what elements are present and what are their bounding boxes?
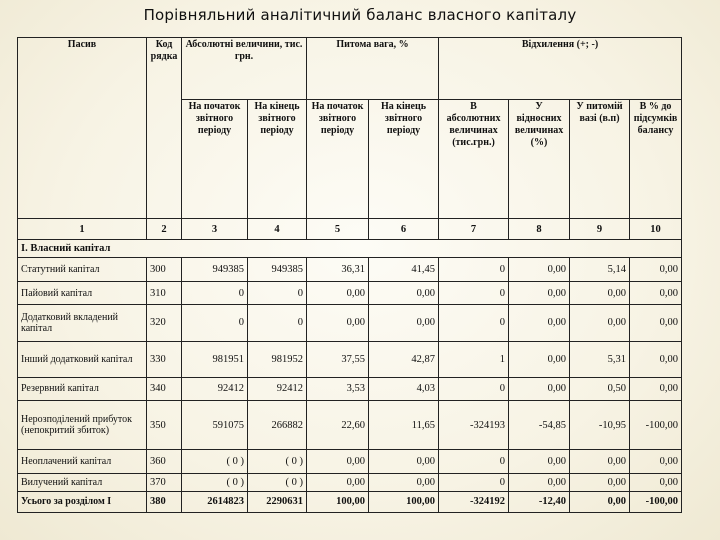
header-deviation: Відхилення (+; -) bbox=[439, 38, 682, 100]
row-value-c4: ( 0 ) bbox=[248, 450, 307, 473]
row-name: Статутний капітал bbox=[18, 258, 147, 281]
row-value-c8: -54,85 bbox=[509, 401, 570, 450]
row-name: Неоплачений капітал bbox=[18, 450, 147, 473]
total-value-c7: -324192 bbox=[439, 491, 509, 512]
row-value-c4: 981952 bbox=[248, 341, 307, 377]
row-value-c3: 949385 bbox=[182, 258, 248, 281]
col-number: 2 bbox=[147, 219, 182, 240]
row-value-c6: 0,00 bbox=[369, 305, 439, 341]
row-value-c10: 0,00 bbox=[630, 341, 682, 377]
total-value-c8: -12,40 bbox=[509, 491, 570, 512]
total-value-c10: -100,00 bbox=[630, 491, 682, 512]
header-share-end: На кінець звітного періоду bbox=[369, 99, 439, 218]
row-value-c9: 5,14 bbox=[570, 258, 630, 281]
row-value-c3: ( 0 ) bbox=[182, 450, 248, 473]
row-value-c6: 42,87 bbox=[369, 341, 439, 377]
header-code: Код рядка bbox=[147, 38, 182, 219]
row-value-c4: 0 bbox=[248, 305, 307, 341]
row-value-c9: 0,00 bbox=[570, 305, 630, 341]
header-dev-abs: В абсолютних величинах (тис.грн.) bbox=[439, 99, 509, 218]
row-code: 310 bbox=[147, 281, 182, 304]
header-dev-total: В % до підсумків балансу bbox=[630, 99, 682, 218]
row-value-c7: 0 bbox=[439, 377, 509, 400]
row-code: 320 bbox=[147, 305, 182, 341]
row-value-c6: 0,00 bbox=[369, 473, 439, 491]
table-row bbox=[18, 401, 682, 450]
table-row bbox=[18, 341, 682, 377]
table-row bbox=[18, 281, 682, 304]
row-code: 370 bbox=[147, 473, 182, 491]
row-value-c5: 0,00 bbox=[307, 473, 369, 491]
row-value-c10: 0,00 bbox=[630, 305, 682, 341]
row-value-c5: 37,55 bbox=[307, 341, 369, 377]
row-value-c8: 0,00 bbox=[509, 341, 570, 377]
row-value-c8: 0,00 bbox=[509, 377, 570, 400]
total-code: 380 bbox=[147, 491, 182, 512]
row-value-c4: 0 bbox=[248, 281, 307, 304]
table-row bbox=[18, 258, 682, 281]
row-value-c5: 36,31 bbox=[307, 258, 369, 281]
row-name: Вилучений капітал bbox=[18, 473, 147, 491]
row-value-c4: 266882 bbox=[248, 401, 307, 450]
row-value-c10: 0,00 bbox=[630, 281, 682, 304]
row-value-c5: 22,60 bbox=[307, 401, 369, 450]
row-name: Додатковий вкладений капітал bbox=[18, 305, 147, 341]
row-value-c6: 11,65 bbox=[369, 401, 439, 450]
row-value-c8: 0,00 bbox=[509, 305, 570, 341]
total-value-c3: 2614823 bbox=[182, 491, 248, 512]
row-value-c6: 0,00 bbox=[369, 450, 439, 473]
row-value-c9: 0,00 bbox=[570, 473, 630, 491]
row-name: Пайовий капітал bbox=[18, 281, 147, 304]
row-value-c5: 3,53 bbox=[307, 377, 369, 400]
row-code: 330 bbox=[147, 341, 182, 377]
row-value-c3: 591075 bbox=[182, 401, 248, 450]
row-value-c8: 0,00 bbox=[509, 473, 570, 491]
row-value-c7: 1 bbox=[439, 341, 509, 377]
header-abs-start: На початок звітного періоду bbox=[182, 99, 248, 218]
header-abs-end: На кінець звітного періоду bbox=[248, 99, 307, 218]
row-code: 340 bbox=[147, 377, 182, 400]
row-name: Резервний капітал bbox=[18, 377, 147, 400]
row-value-c7: 0 bbox=[439, 450, 509, 473]
row-value-c10: -100,00 bbox=[630, 401, 682, 450]
header-share-start: На початок звітного періоду bbox=[307, 99, 369, 218]
header-pasyv: Пасив bbox=[18, 38, 147, 219]
table-row bbox=[18, 450, 682, 473]
column-number-row bbox=[18, 219, 682, 240]
row-code: 350 bbox=[147, 401, 182, 450]
col-number: 8 bbox=[509, 219, 570, 240]
row-value-c8: 0,00 bbox=[509, 450, 570, 473]
row-value-c5: 0,00 bbox=[307, 450, 369, 473]
col-number: 7 bbox=[439, 219, 509, 240]
row-value-c6: 4,03 bbox=[369, 377, 439, 400]
row-value-c7: 0 bbox=[439, 281, 509, 304]
total-value-c6: 100,00 bbox=[369, 491, 439, 512]
row-name: Нерозподілений прибуток (непокритий збиток) bbox=[18, 401, 147, 450]
col-number: 5 bbox=[307, 219, 369, 240]
row-value-c4: ( 0 ) bbox=[248, 473, 307, 491]
header-share: Питома вага, % bbox=[307, 38, 439, 100]
row-value-c5: 0,00 bbox=[307, 281, 369, 304]
section-title: I. Власний капітал bbox=[18, 240, 682, 258]
col-number: 4 bbox=[248, 219, 307, 240]
row-value-c3: 92412 bbox=[182, 377, 248, 400]
total-value-c4: 2290631 bbox=[248, 491, 307, 512]
row-value-c10: 0,00 bbox=[630, 377, 682, 400]
row-value-c7: 0 bbox=[439, 473, 509, 491]
total-value-c9: 0,00 bbox=[570, 491, 630, 512]
col-number: 10 bbox=[630, 219, 682, 240]
row-value-c3: 981951 bbox=[182, 341, 248, 377]
row-value-c6: 41,45 bbox=[369, 258, 439, 281]
col-number: 3 bbox=[182, 219, 248, 240]
row-value-c5: 0,00 bbox=[307, 305, 369, 341]
row-value-c8: 0,00 bbox=[509, 258, 570, 281]
row-value-c4: 92412 bbox=[248, 377, 307, 400]
row-value-c9: 0,00 bbox=[570, 281, 630, 304]
row-value-c3: 0 bbox=[182, 305, 248, 341]
page-title: Порівняльний аналітичний баланс власного капіталу bbox=[143, 6, 577, 24]
row-value-c10: 0,00 bbox=[630, 450, 682, 473]
row-value-c9: 0,50 bbox=[570, 377, 630, 400]
row-value-c7: 0 bbox=[439, 305, 509, 341]
table-row bbox=[18, 473, 682, 491]
row-value-c10: 0,00 bbox=[630, 258, 682, 281]
row-value-c6: 0,00 bbox=[369, 281, 439, 304]
table-row bbox=[18, 305, 682, 341]
row-value-c4: 949385 bbox=[248, 258, 307, 281]
header-absolute: Абсолютні величини, тис. грн. bbox=[182, 38, 307, 100]
row-value-c7: 0 bbox=[439, 258, 509, 281]
total-name: Усього за розділом І bbox=[18, 491, 147, 512]
header-dev-share: У питомій вазі (в.п) bbox=[570, 99, 630, 218]
row-value-c8: 0,00 bbox=[509, 281, 570, 304]
col-number: 6 bbox=[369, 219, 439, 240]
total-value-c5: 100,00 bbox=[307, 491, 369, 512]
row-code: 300 bbox=[147, 258, 182, 281]
row-value-c3: ( 0 ) bbox=[182, 473, 248, 491]
col-number: 1 bbox=[18, 219, 147, 240]
row-value-c7: -324193 bbox=[439, 401, 509, 450]
table-row bbox=[18, 377, 682, 400]
balance-table bbox=[17, 37, 682, 513]
row-value-c9: 0,00 bbox=[570, 450, 630, 473]
header-dev-rel: У відносних величинах (%) bbox=[509, 99, 570, 218]
row-value-c9: -10,95 bbox=[570, 401, 630, 450]
row-name: Інший додатковий капітал bbox=[18, 341, 147, 377]
row-value-c9: 5,31 bbox=[570, 341, 630, 377]
total-row bbox=[18, 491, 682, 512]
col-number: 9 bbox=[570, 219, 630, 240]
row-value-c10: 0,00 bbox=[630, 473, 682, 491]
row-code: 360 bbox=[147, 450, 182, 473]
row-value-c3: 0 bbox=[182, 281, 248, 304]
